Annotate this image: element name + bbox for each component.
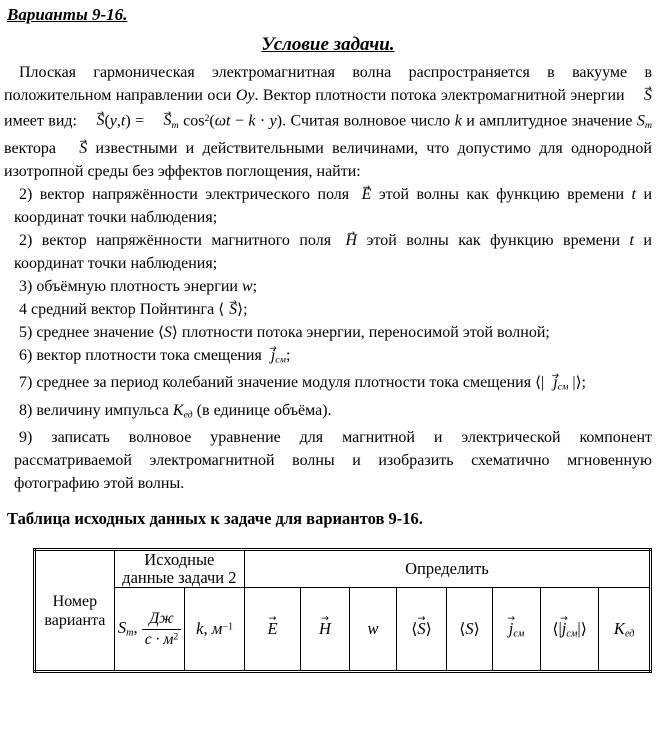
- subheader-cell-j: $j \to_{см}$: [493, 588, 540, 672]
- source-group-line1: Исходные: [144, 550, 215, 570]
- subheader-cell-k: k, $м^{-1}$: [185, 588, 245, 672]
- corner-header-cell: Номер варианта: [35, 550, 115, 672]
- page-title-text: Варианты 9-16.: [7, 5, 128, 24]
- condition-paragraph: Плоская гармоническая электромагнитная волна распространяется в вакууме в положительном направлении оси Oy. Вектор плотности потока электромагнитной энергии S → имеет вид: $S \to(y,t) = S \to_m$ $\cos^2(\omega t - k \cdot y)$. Считая волновое число k и амплитудное значение $S_m$ вектора S → известными и действительными величинами, что допустимо для однородной изотропной среды без эффектов поглощения, найти:: [4, 61, 652, 183]
- task-item: 3) объёмную плотность энергии w;: [19, 277, 258, 295]
- table-caption: Таблица исходных данных к задаче для вариантов 9-16.: [7, 509, 423, 529]
- task-item: 2) вектор напряжённости магнитного поля H → этой волны как функцию времени t и координат точки наблюдения;: [14, 229, 652, 275]
- subheader-cell-w: w: [349, 588, 396, 672]
- task-item: 4 средний вектор Пойнтинга ⟨ S →⟩;: [14, 298, 652, 321]
- section-heading-text: Условие задачи.: [261, 34, 395, 55]
- task-item: 6) вектор плотности тока смещения $j \to_{см}$;: [14, 344, 652, 371]
- task-item: 5) среднее значение ⟨S⟩ плотности потока энергии, переносимой этой волной;: [19, 322, 550, 341]
- subheader-cell-avg-s: ⟨S⟩: [446, 588, 493, 672]
- page-title: [7, 5, 652, 25]
- subheader-cell-h: H →: [301, 588, 349, 672]
- task-item: 7) среднее за период колебаний значение модуля плотности тока смещения ⟨| $j \to_{см}$ |⟩;: [14, 371, 652, 398]
- subheader-cell-e: E →: [244, 588, 300, 672]
- section-heading: [4, 34, 652, 56]
- subheader-cell-avg-s-vec: ⟨S →⟩: [397, 588, 447, 672]
- determine-group-header: Определить: [244, 550, 650, 588]
- task-list: [14, 183, 652, 495]
- variants-table: [33, 548, 652, 673]
- task-item: 8) величину импульса $K_{ед}$ (в единице объёма).: [19, 401, 332, 421]
- task-item: 2) вектор напряжённости электрического поля E → этой волны как функцию времени t и координат точки наблюдения;: [14, 183, 652, 229]
- task-item: 9) записать волновое уравнение для магнитной и электрической компонент рассматриваемой электромагнитной волны и изобразить схематично мгновенную фотографию этой волны.: [14, 429, 652, 493]
- subheader-cell-sm: $S_m$, $\frac{Дж}{с \cdot м^2}$: [114, 588, 185, 672]
- subheader-cell-avg-j-mod: ⟨|j $\to_{см}|⟩$: [540, 588, 598, 672]
- subheader-cell-ked: $K_{ед}$: [599, 588, 651, 672]
- source-group-header: [114, 550, 244, 588]
- source-group-line2: данные задачи 2: [122, 568, 237, 588]
